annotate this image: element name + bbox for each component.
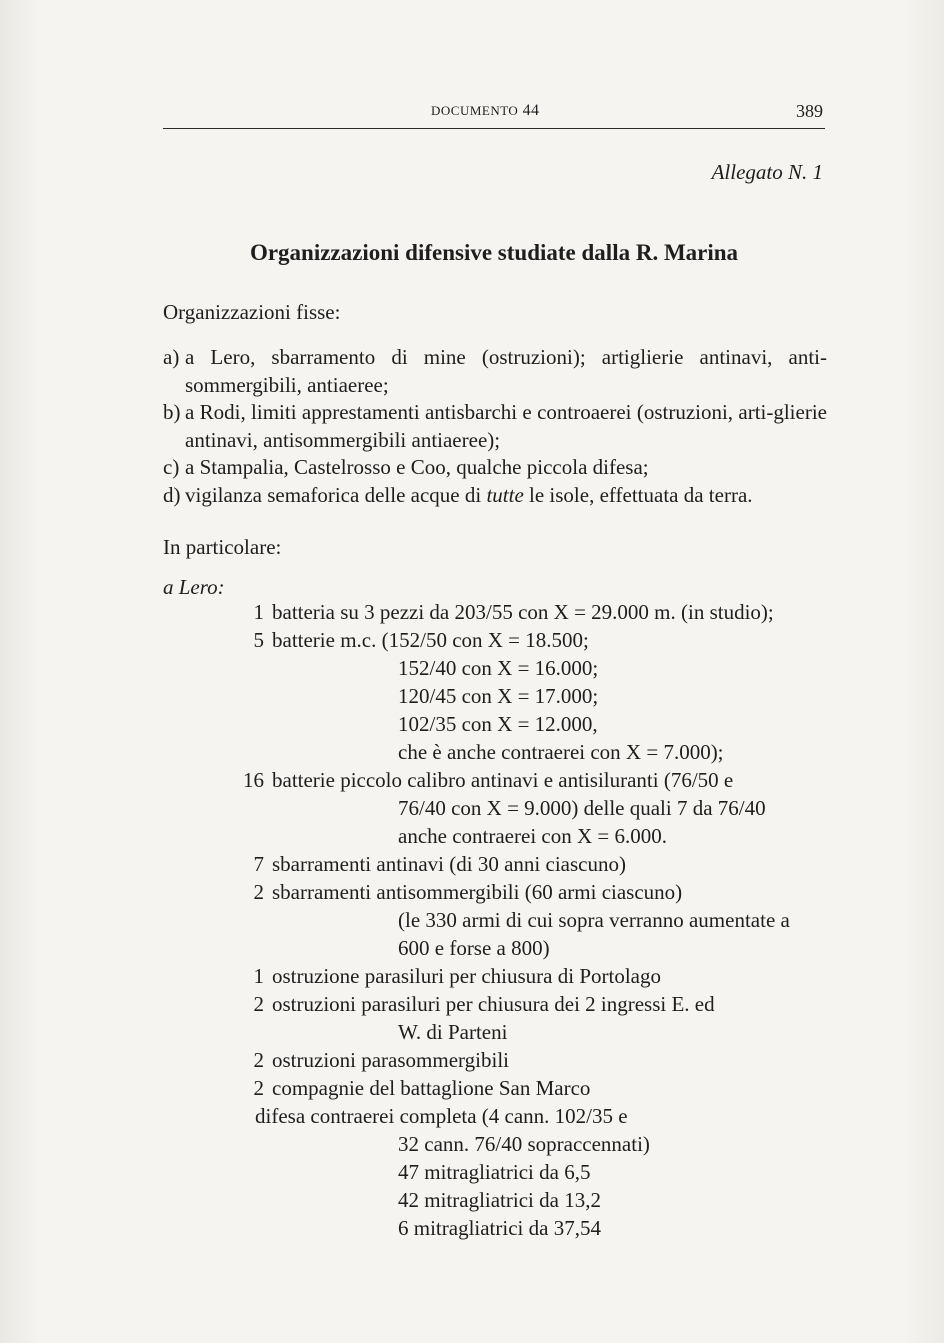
armament-line xyxy=(0,794,944,822)
list-text-before: vigilanza semaforica delle acque di xyxy=(185,482,487,507)
fixed-organizations-list xyxy=(163,344,827,509)
armament-quantity: 5 xyxy=(253,628,264,652)
armament-line xyxy=(0,766,944,794)
armament-line xyxy=(0,1018,944,1046)
armament-line xyxy=(0,710,944,738)
armament-list xyxy=(0,598,944,1242)
armament-line xyxy=(0,738,944,766)
armament-continuation: anche contraerei con X = 6.000. xyxy=(398,824,667,848)
armament-line xyxy=(0,1214,944,1242)
armament-continuation: 600 e forse a 800) xyxy=(398,936,550,960)
list-item xyxy=(163,454,827,482)
armament-line xyxy=(0,850,944,878)
armament-line xyxy=(0,1102,944,1130)
list-text-italic: tutte xyxy=(486,482,524,507)
armament-heading-line: difesa contraerei completa (4 cann. 102/35 e xyxy=(255,1104,628,1128)
list-marker: b) xyxy=(163,400,181,424)
list-marker: a) xyxy=(163,345,180,369)
armament-quantity: 2 xyxy=(253,992,264,1016)
armament-continuation: 6 mitragliatrici da 37,54 xyxy=(398,1216,601,1240)
armament-continuation: che è anche contraerei con X = 7.000); xyxy=(398,740,724,764)
armament-continuation: 47 mitragliatrici da 6,5 xyxy=(398,1160,591,1184)
list-item-text: a Rodi, limiti apprestamenti antisbarchi e controaerei (ostruzioni, arti-glierie antinavi, antisommergibili antiaeree); xyxy=(185,400,827,452)
armament-quantity: 2 xyxy=(253,880,264,904)
list-item-text: a Stampalia, Castelrosso e Coo, qualche piccola difesa; xyxy=(185,455,649,479)
armament-description: compagnie del battaglione San Marco xyxy=(272,1076,591,1100)
armament-description: batteria su 3 pezzi da 203/55 con X = 29.000 m. (in studio); xyxy=(272,600,774,624)
armament-quantity: 2 xyxy=(253,1048,264,1072)
page-number: 389 xyxy=(796,101,823,121)
armament-line xyxy=(0,906,944,934)
armament-description: ostruzione parasiluri per chiusura di Portolago xyxy=(272,964,661,988)
armament-quantity: 2 xyxy=(253,1076,264,1100)
list-item xyxy=(163,482,827,510)
intro-paragraph: Organizzazioni fisse: xyxy=(163,300,341,324)
armament-line xyxy=(0,654,944,682)
armament-line xyxy=(0,598,944,626)
armament-continuation: W. di Parteni xyxy=(398,1020,508,1044)
section-label: In particolare: xyxy=(163,535,282,559)
armament-line xyxy=(0,1074,944,1102)
armament-quantity: 16 xyxy=(243,768,264,792)
armament-quantity: 1 xyxy=(253,600,264,624)
armament-quantity: 1 xyxy=(253,964,264,988)
armament-line xyxy=(0,1158,944,1186)
armament-line xyxy=(0,1186,944,1214)
armament-continuation: 42 mitragliatrici da 13,2 xyxy=(398,1188,601,1212)
running-header xyxy=(163,98,825,129)
subsection-label: a Lero: xyxy=(163,575,225,599)
allegato-label: Allegato N. 1 xyxy=(711,160,823,184)
armament-continuation: (le 330 armi di cui sopra verranno aumentate a xyxy=(398,908,790,932)
armament-description: batterie m.c. (152/50 con X = 18.500; xyxy=(272,628,589,652)
list-marker: d) xyxy=(163,482,181,507)
armament-line xyxy=(0,934,944,962)
page-title: Organizzazioni difensive studiate dalla R. Marina xyxy=(249,240,739,265)
armament-description: batterie piccolo calibro antinavi e antisiluranti (76/50 e xyxy=(272,768,734,792)
armament-continuation: 32 cann. 76/40 sopraccennati) xyxy=(398,1132,650,1156)
armament-continuation: 76/40 con X = 9.000) delle quali 7 da 76/40 xyxy=(398,796,766,820)
header-doc-number: 44 xyxy=(522,102,540,119)
armament-line xyxy=(0,822,944,850)
list-marker: c) xyxy=(163,455,180,479)
armament-description: sbarramenti antinavi (di 30 anni ciascuno) xyxy=(272,852,626,876)
armament-line xyxy=(0,878,944,906)
armament-line xyxy=(0,682,944,710)
header-doc-prefix: DOCUMENTO xyxy=(431,103,519,118)
list-item-text xyxy=(185,482,827,510)
armament-description: ostruzioni parasommergibili xyxy=(272,1048,509,1072)
armament-line xyxy=(0,990,944,1018)
armament-description: ostruzioni parasiluri per chiusura dei 2 ingressi E. ed xyxy=(272,992,715,1016)
armament-line xyxy=(0,1130,944,1158)
armament-line xyxy=(0,626,944,654)
list-item xyxy=(163,344,827,399)
armament-continuation: 102/35 con X = 12.000, xyxy=(398,712,598,736)
list-text-after: le isole, effettuata da terra. xyxy=(523,482,753,507)
armament-line xyxy=(0,1046,944,1074)
armament-description: sbarramenti antisommergibili (60 armi ciascuno) xyxy=(272,880,683,904)
armament-continuation: 120/45 con X = 17.000; xyxy=(398,684,599,708)
list-item-text: a Lero, sbarramento di mine (ostruzioni); artiglierie antinavi, anti-sommergibili, antiaeree; xyxy=(185,345,827,397)
list-item xyxy=(163,399,827,454)
armament-quantity: 7 xyxy=(253,852,264,876)
header-document-label xyxy=(431,102,539,120)
armament-continuation: 152/40 con X = 16.000; xyxy=(398,656,599,680)
armament-line xyxy=(0,962,944,990)
